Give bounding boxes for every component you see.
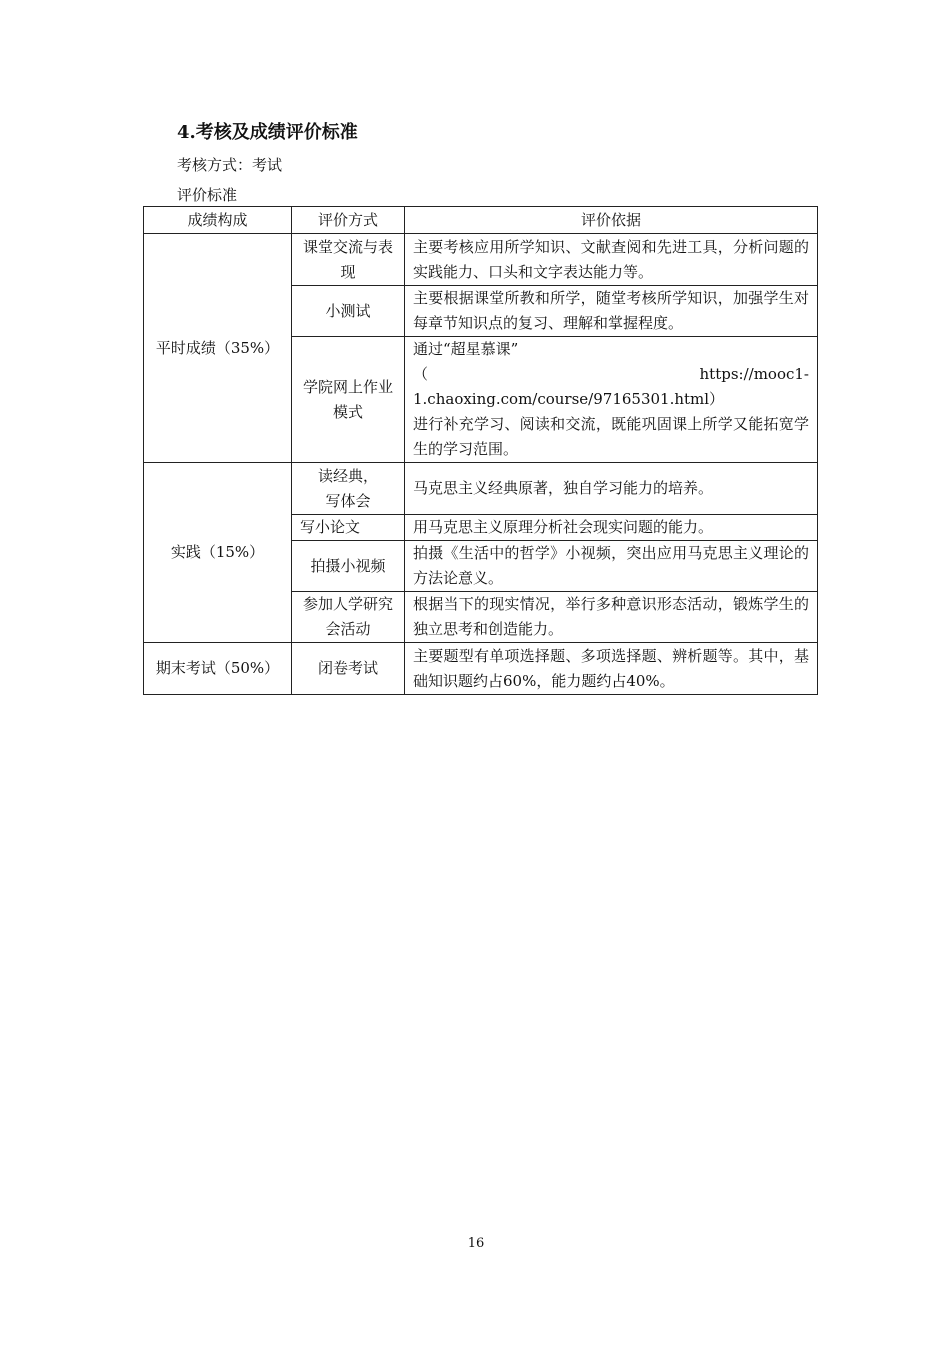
basis-cell: 主要根据课堂所教和所学，随堂考核所学知识，加强学生对每章节知识点的复习、理解和掌握程度。 [405,286,818,337]
basis-cell: 主要考核应用所学知识、文献查阅和先进工具，分析问题的实践能力、口头和文字表达能力等。 [405,234,818,286]
header-evaluation-method: 评价方式 [292,207,405,234]
method-cell: 拍摄小视频 [292,541,405,592]
table-row [144,234,818,286]
method-cell: 参加人学研究会活动 [292,592,405,643]
basis-cell [405,337,818,463]
method-line: 读经典， [317,466,378,485]
method-cell: 学院网上作业模式 [292,337,405,463]
section-heading: 4.考核及成绩评价标准 [177,122,358,143]
course-url-line: （https://mooc1-1.chaoxing.com/course/97165301.html） [413,365,809,408]
method-cell: 课堂交流与表现 [292,234,405,286]
basis-cell: 用马克思主义原理分析社会现实问题的能力。 [405,515,818,541]
basis-cell: 根据当下的现实情况，举行多种意识形态活动，锻炼学生的独立思考和创造能力。 [405,592,818,643]
grading-criteria-table [143,206,818,695]
table-row [144,463,818,515]
method-cell: 小测试 [292,286,405,337]
page-number: 16 [467,1236,485,1251]
basis-line: 进行补充学习、阅读和交流，既能巩固课上所学又能拓宽学生的学习范围。 [413,415,809,458]
basis-cell: 主要题型有单项选择题、多项选择题、辨析题等。其中，基础知识题约占60%，能力题约占40%。 [405,643,818,695]
evaluation-standard-label: 评价标准 [177,186,238,204]
basis-line: 通过“超星慕课” [413,340,519,358]
basis-cell: 拍摄《生活中的哲学》小视频，突出应用马克思主义理论的方法论意义。 [405,541,818,592]
table-row [144,643,818,695]
header-grade-component: 成绩构成 [144,207,292,234]
method-line: 写体会 [325,491,371,510]
basis-cell: 马克思主义经典原著，独自学习能力的培养。 [405,463,818,515]
header-evaluation-basis: 评价依据 [405,207,818,234]
assessment-method-line: 考核方式：考试 [177,156,283,174]
component-cell-regular: 平时成绩（35%） [144,234,292,463]
method-cell: 写小论文 [292,515,405,541]
component-cell-final-exam: 期末考试（50%） [144,643,292,695]
component-cell-practice: 实践（15%） [144,463,292,643]
table-header-row [144,207,818,234]
method-cell: 闭卷考试 [292,643,405,695]
method-cell [292,463,405,515]
